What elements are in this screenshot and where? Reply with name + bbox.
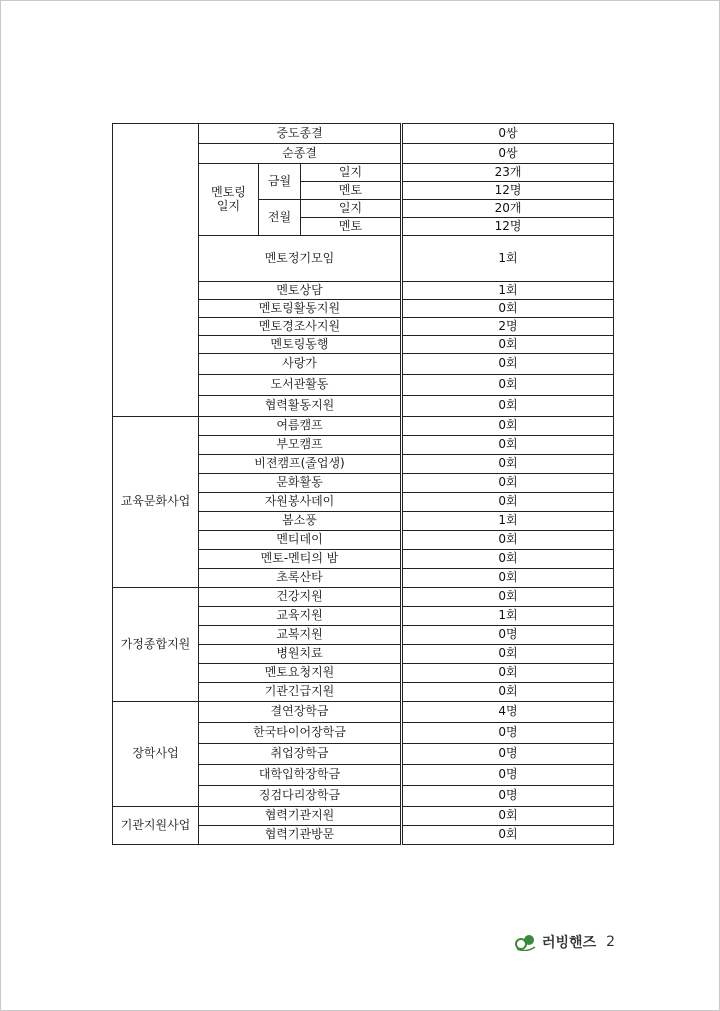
value-cell: 0회: [402, 531, 614, 550]
value-cell: 4명: [402, 702, 614, 723]
item-cell: 멘티데이: [199, 531, 402, 550]
value-cell: 1회: [402, 607, 614, 626]
value-cell: 0회: [402, 300, 614, 318]
value-cell: 12명: [402, 182, 614, 200]
table-row: [113, 807, 614, 826]
category-cell: 가정종합지원: [113, 588, 199, 702]
sub-item-cell: 일지: [301, 200, 402, 218]
item-cell: 부모캠프: [199, 436, 402, 455]
item-cell: 결연장학금: [199, 702, 402, 723]
value-cell: 0회: [402, 336, 614, 354]
item-cell: 비젼캠프(졸업생): [199, 455, 402, 474]
period-cell: 금월: [259, 164, 301, 200]
item-cell: 자원봉사데이: [199, 493, 402, 512]
category-cell-untitled: [113, 124, 199, 417]
value-cell: 12명: [402, 218, 614, 236]
item-cell: 협력활동지원: [199, 396, 402, 417]
page-number: 2: [606, 934, 616, 950]
value-cell: 0쌍: [402, 144, 614, 164]
sub-item-cell: 멘토: [301, 218, 402, 236]
table-row: [113, 588, 614, 607]
value-cell: 0명: [402, 744, 614, 765]
value-cell: 0회: [402, 354, 614, 375]
table-row: [113, 124, 614, 144]
value-cell: 0회: [402, 396, 614, 417]
category-cell: 기관지원사업: [113, 807, 199, 845]
value-cell: 0회: [402, 455, 614, 474]
item-cell: 취업장학금: [199, 744, 402, 765]
item-cell: 협력기관방문: [199, 826, 402, 845]
item-cell: 교육지원: [199, 607, 402, 626]
value-cell: 0회: [402, 683, 614, 702]
item-cell: 멘토-멘티의 밤: [199, 550, 402, 569]
item-cell: 멘토정기모임: [199, 236, 402, 282]
activity-table: [112, 123, 614, 845]
item-cell: 대학입학장학금: [199, 765, 402, 786]
item-cell: 문화활동: [199, 474, 402, 493]
value-cell: 0쌍: [402, 124, 614, 144]
value-cell: 0회: [402, 474, 614, 493]
mentoring-log-label: 멘토링 일지: [199, 164, 259, 236]
item-cell: 중도종결: [199, 124, 402, 144]
value-cell: 0회: [402, 588, 614, 607]
item-cell: 사랑가: [199, 354, 402, 375]
value-cell: 0회: [402, 550, 614, 569]
sub-item-cell: 멘토: [301, 182, 402, 200]
value-cell: 0회: [402, 436, 614, 455]
value-cell: 0회: [402, 826, 614, 845]
item-cell: 초록산타: [199, 569, 402, 588]
item-cell: 순종결: [199, 144, 402, 164]
item-cell: 봄소풍: [199, 512, 402, 531]
value-cell: 0명: [402, 765, 614, 786]
item-cell: 여름캠프: [199, 417, 402, 436]
item-cell: 기관긴급지원: [199, 683, 402, 702]
item-cell: 병원치료: [199, 645, 402, 664]
value-cell: 0명: [402, 723, 614, 744]
value-cell: 2명: [402, 318, 614, 336]
value-cell: 0회: [402, 417, 614, 436]
item-cell: 멘토상담: [199, 282, 402, 300]
item-cell: 멘토링활동지원: [199, 300, 402, 318]
value-cell: 0회: [402, 664, 614, 683]
item-cell: 건강지원: [199, 588, 402, 607]
loving-hands-logo-icon: [514, 933, 538, 951]
brand-name: 러빙핸즈: [542, 935, 597, 951]
value-cell: 0회: [402, 645, 614, 664]
item-cell: 멘토링동행: [199, 336, 402, 354]
period-cell: 전월: [259, 200, 301, 236]
item-cell: 한국타이어장학금: [199, 723, 402, 744]
value-cell: 1회: [402, 282, 614, 300]
value-cell: 0회: [402, 493, 614, 512]
value-cell: 1회: [402, 512, 614, 531]
table-row: [113, 702, 614, 723]
value-cell: 1회: [402, 236, 614, 282]
item-cell: 멘토경조사지원: [199, 318, 402, 336]
item-cell: 멘토요청지원: [199, 664, 402, 683]
item-cell: 징검다리장학금: [199, 786, 402, 807]
value-cell: 20개: [402, 200, 614, 218]
category-cell: 장학사업: [113, 702, 199, 807]
value-cell: 0명: [402, 786, 614, 807]
item-cell: 협력기관지원: [199, 807, 402, 826]
value-cell: 0회: [402, 569, 614, 588]
category-cell: 교육문화사업: [113, 417, 199, 588]
item-cell: 교복지원: [199, 626, 402, 645]
item-cell: 도서관활동: [199, 375, 402, 396]
sub-item-cell: 일지: [301, 164, 402, 182]
footer-brand: [514, 932, 615, 952]
value-cell: 0회: [402, 807, 614, 826]
table-row: [113, 417, 614, 436]
value-cell: 0명: [402, 626, 614, 645]
value-cell: 0회: [402, 375, 614, 396]
value-cell: 23개: [402, 164, 614, 182]
